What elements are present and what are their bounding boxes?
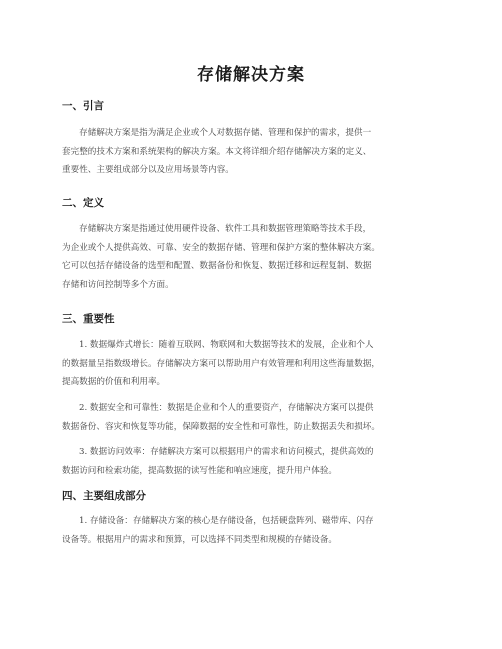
section-heading-definition: 二、定义 [62, 197, 104, 209]
section-heading-introduction: 一、引言 [62, 100, 104, 112]
paragraph-line: 重要性、主要组成部分以及应用场景等内容。 [62, 165, 234, 176]
paragraph-importance-1 [62, 336, 452, 392]
paragraph-definition [62, 220, 452, 295]
section-heading-components: 四、主要组成部分 [62, 490, 146, 502]
paragraph-importance-3 [62, 443, 452, 480]
paragraph-line: 的数据量呈指数级增长。存储解决方案可以帮助用户有效管理和利用这些海量数据， [62, 358, 380, 369]
paragraph-line: 1. 存储设备：存储解决方案的核心是存储设备，包括硬盘阵列、磁带库、闪存 [79, 516, 374, 526]
paragraph-line: 存储解决方案是指通过使用硬件设备、软件工具和数据管理策略等技术手段， [79, 224, 372, 234]
document-title: 存储解决方案 [197, 65, 305, 85]
paragraph-line: 1. 数据爆炸式增长：随着互联网、物联网和大数据等技术的发展，企业和个人 [79, 340, 374, 350]
paragraph-line: 为企业或个人提供高效、可靠、安全的数据存储、管理和保护方案的整体解决方案。 [62, 242, 380, 253]
section-heading-importance: 三、重要性 [62, 313, 115, 325]
paragraph-line: 数据备份、容灾和恢复等功能，保障数据的安全性和可靠性，防止数据丢失和损坏。 [62, 421, 380, 432]
paragraph-line: 2. 数据安全和可靠性：数据是企业和个人的重要资产，存储解决方案可以提供 [79, 403, 374, 413]
paragraph-line: 3. 数据访问效率：存储解决方案可以根据用户的需求和访问模式，提供高效的 [79, 447, 374, 457]
paragraph-line: 它可以包括存储设备的选型和配置、数据备份和恢复、数据迁移和远程复制、数据 [62, 261, 372, 272]
paragraph-line: 提高数据的价值和利用率。 [62, 377, 166, 388]
paragraph-introduction [62, 124, 452, 180]
paragraph-line: 设备等。根据用户的需求和预算，可以选择不同类型和规模的存储设备。 [62, 534, 338, 545]
paragraph-line: 存储和访问控制等多个方面。 [62, 280, 174, 291]
paragraph-components-1 [62, 512, 452, 549]
paragraph-line: 套完整的技术方案和系统架构的解决方案。本文将详细介绍存储解决方案的定义、 [62, 146, 372, 157]
paragraph-line: 存储解决方案是指为满足企业或个人对数据存储、管理和保护的需求，提供一 [79, 128, 372, 138]
paragraph-line: 数据访问和检索功能，提高数据的读写性能和响应速度，提升用户体验。 [62, 465, 338, 476]
paragraph-importance-2 [62, 399, 452, 436]
